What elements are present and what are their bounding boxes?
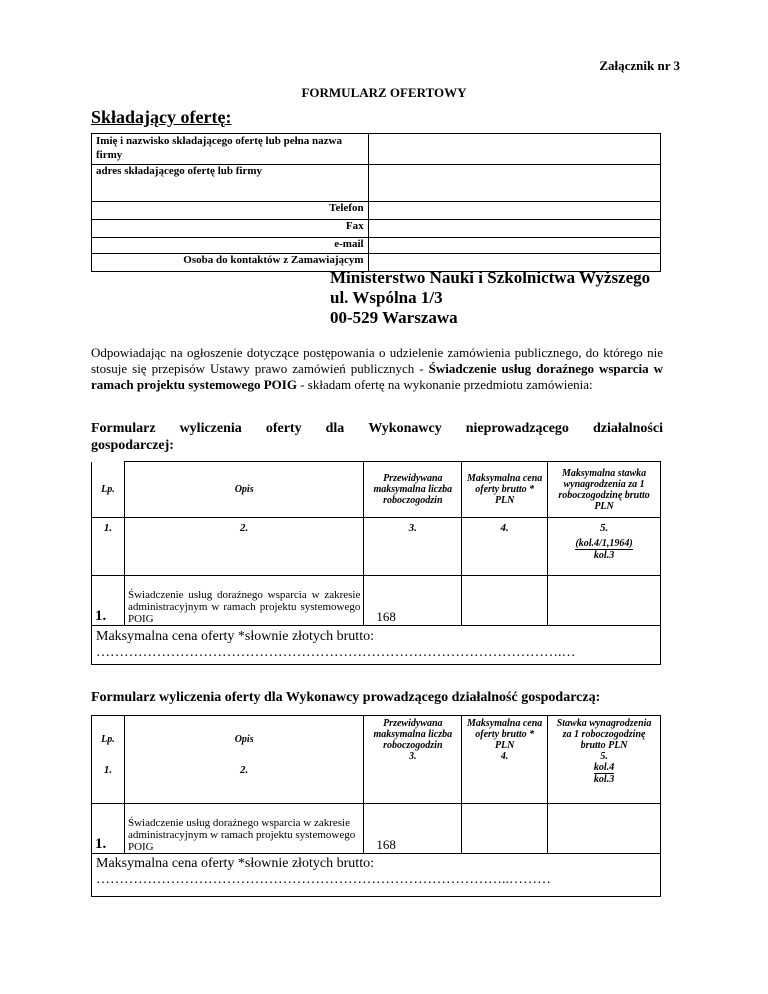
col-number: 4. — [500, 751, 509, 762]
form-title: FORMULARZ OFERTOWY — [301, 85, 467, 100]
col-header-price — [462, 716, 548, 804]
intro-paragraph — [91, 345, 663, 393]
offeror-label: Telefon — [92, 202, 369, 220]
offeror-value-field[interactable] — [368, 165, 660, 202]
col-header-text: Maksymalna cena oferty brutto * PLN — [467, 718, 543, 751]
heading-word: dla — [325, 421, 345, 436]
pricing-table-non-business — [91, 461, 661, 665]
table-header-row — [92, 716, 661, 764]
recipient-line: 00-529 Warszawa — [330, 308, 458, 327]
intro-text: - składam ofertę na wykonanie przedmiotu zamówienia: — [296, 377, 593, 392]
col-header-text: Przewidywana maksymalna liczba roboczogodzin — [373, 718, 453, 751]
rate-formula — [575, 538, 632, 561]
row-rate-field[interactable] — [548, 576, 661, 626]
offeror-value-field[interactable] — [368, 134, 660, 165]
col-header-lp: Lp. — [92, 716, 125, 764]
section1-heading-line2: gospodarczej: — [91, 438, 174, 453]
offeror-label: Osoba do kontaktów z Zamawiającym — [92, 254, 369, 272]
col-header-hours: Przewidywana maksymalna liczba roboczogodzin — [364, 462, 462, 518]
submitter-heading: Składający ofertę: — [91, 107, 232, 127]
row-description: Świadczenie usług doraźnego wsparcia w zakresie administracyjnym w ramach projektu systemowego POIG — [124, 576, 363, 626]
offeror-row-address — [92, 165, 661, 202]
table-footer-row — [92, 854, 661, 897]
col-header-rate — [548, 716, 661, 804]
pricing-table-business — [91, 715, 661, 897]
heading-word: nieprowadzącego — [465, 421, 569, 436]
offeror-label: Fax — [92, 220, 369, 238]
table-header-row — [92, 462, 661, 518]
offeror-label: e-mail — [92, 238, 369, 254]
footer-label: Maksymalna cena oferty *słownie złotych brutto: — [96, 629, 374, 644]
row-lp: 1. — [92, 804, 125, 854]
row-price-field[interactable] — [462, 804, 548, 854]
row-hours: 168 — [364, 804, 462, 854]
footer-dots: ……………………………………………………………………………..……… — [96, 872, 551, 887]
intro-text: Odpowiadając na ogłoszenie dotyczące postępowania o udzielenie zamówienia publicznego, do którego nie stosuje się przepisów Ustawy prawo zamówień publicznych - — [91, 345, 663, 376]
amount-in-words[interactable] — [92, 854, 661, 897]
recipient-address — [330, 268, 650, 328]
col-header-desc: Opis — [124, 462, 363, 518]
section2-heading: Formularz wyliczenia oferty dla Wykonawcy prowadzącego działalność gospodarczą: — [91, 690, 601, 705]
heading-word: oferty — [265, 421, 302, 436]
footer-dots: ……………………………………………………………………………………….… — [96, 645, 576, 660]
recipient-line: Ministerstwo Nauki i Szkolnictwa Wyższego — [330, 268, 651, 287]
col-header-price: Maksymalna cena oferty brutto * PLN — [462, 462, 548, 518]
section1-heading — [91, 421, 663, 437]
table-footer-row — [92, 626, 661, 665]
col-number: 1. — [92, 518, 125, 576]
col-number: 2. — [124, 518, 363, 576]
heading-word: działalności — [592, 421, 663, 436]
formula-denominator: kol.3 — [593, 774, 615, 785]
col-number: 3. — [364, 518, 462, 576]
offeror-value-field[interactable] — [368, 220, 660, 238]
formula-denominator: kol.3 — [575, 549, 632, 561]
col-number-formula — [548, 518, 661, 576]
col-number: 2. — [124, 764, 363, 804]
col-header-hours — [364, 716, 462, 804]
offeror-row-phone — [92, 202, 661, 220]
intro-bold-subject: Świadczenie usług doraźnego wsparcia w ramach projektu systemowego POIG — [91, 361, 663, 392]
table-row — [92, 576, 661, 626]
row-lp: 1. — [92, 576, 125, 626]
col-number: 1. — [92, 764, 125, 804]
offeror-table — [91, 133, 661, 272]
offeror-value-field[interactable] — [368, 238, 660, 254]
row-hours: 168 — [364, 576, 462, 626]
col-header-desc: Opis — [124, 716, 363, 764]
heading-word: wyliczenia — [179, 421, 242, 436]
heading-word: Formularz — [91, 421, 156, 436]
recipient-line: ul. Wspólna 1/3 — [330, 288, 443, 307]
col-header-lp: Lp. — [92, 462, 125, 518]
amount-in-words[interactable] — [92, 626, 661, 665]
row-price-field[interactable] — [462, 576, 548, 626]
heading-word: Wykonawcy — [368, 421, 442, 436]
col-number: 4. — [462, 518, 548, 576]
col-number: 5. — [600, 751, 608, 762]
offeror-row-email — [92, 238, 661, 254]
offeror-label: adres składającego ofertę lub firmy — [92, 165, 369, 202]
row-description: Świadczenie usług doraźnego wsparcia w zakresie administracyjnym w ramach projektu systemowego POIG — [124, 804, 363, 854]
table-number-row — [92, 518, 661, 576]
formula-numerator: kol.4 — [593, 762, 615, 773]
offeror-row-fax — [92, 220, 661, 238]
offeror-label: Imię i nazwisko składającego ofertę lub pełna nazwa firmy — [92, 134, 369, 165]
offeror-value-field[interactable] — [368, 202, 660, 220]
table-row — [92, 804, 661, 854]
col-number: 3. — [409, 751, 417, 762]
rate-formula — [594, 762, 614, 785]
formula-numerator: (kol.4/1,1964) — [575, 538, 633, 549]
footer-label: Maksymalna cena oferty *słownie złotych brutto: — [96, 856, 374, 871]
offeror-row-name — [92, 134, 661, 165]
row-rate-field[interactable] — [548, 804, 661, 854]
attachment-label: Załącznik nr 3 — [599, 58, 680, 73]
col-number: 5. — [599, 522, 609, 534]
col-header-rate: Maksymalna stawka wynagrodzenia za 1 roboczogodzinę brutto PLN — [548, 462, 661, 518]
col-header-text: Stawka wynagrodzenia za 1 roboczogodzinę brutto PLN — [556, 718, 652, 751]
